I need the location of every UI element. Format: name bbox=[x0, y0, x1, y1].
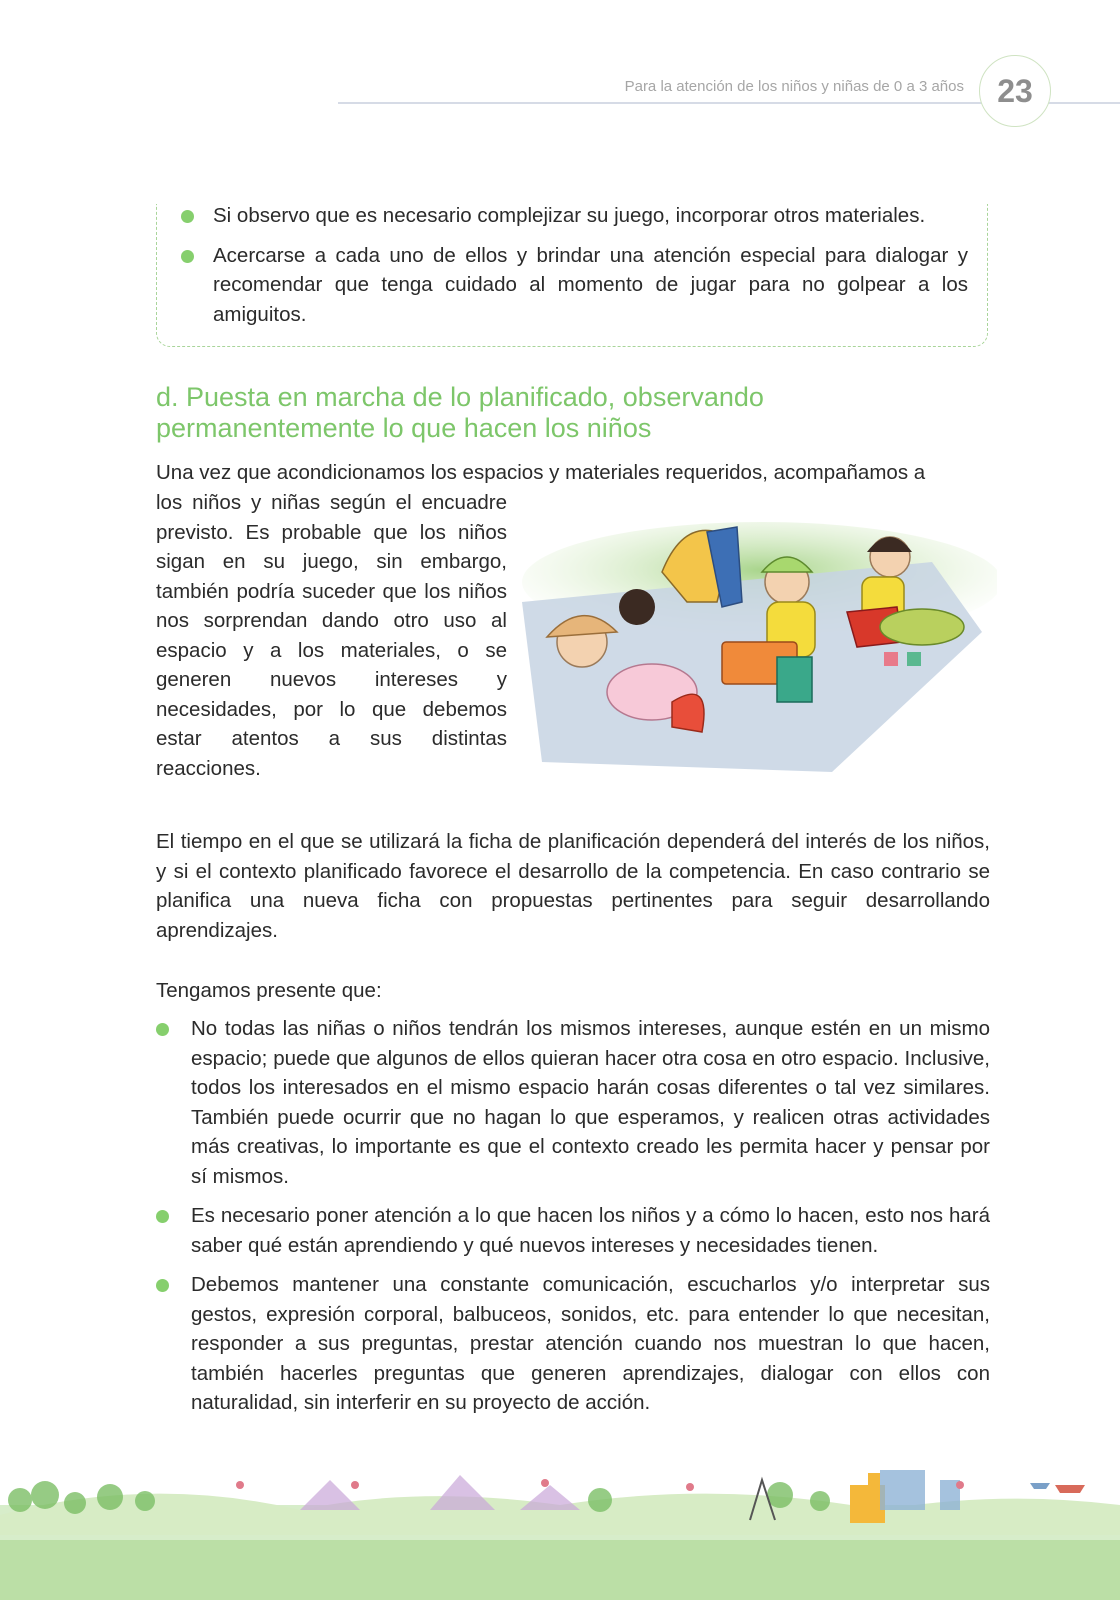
bullet-dot-icon bbox=[181, 210, 194, 223]
paragraph-keep-in-mind: Tengamos presente que: bbox=[156, 979, 382, 1002]
page-number: 23 bbox=[979, 55, 1051, 127]
list-item: No todas las niñas o niños tendrán los mismos intereses, aunque estén en un mismo espacio; puede que algunos de ellos quieran hacer otra cosa en otro espacio. Inclusive, todos los interesados en el mismo espacio harán cosas diferentes o tal vez similares. También puede ocurrir que no hagan lo que esperamos, y realicen otras actividades más creativas, lo importante es que el contexto creado les permita hacer y pensar por sí mismos. bbox=[191, 1014, 990, 1191]
main-bullet-list bbox=[191, 1014, 990, 1428]
list-item: Debemos mantener una constante comunicación, escucharlos y/o interpretar sus gestos, expresión corporal, balbuceos, sonidos, etc. para entender lo que necesitan, responder a sus preguntas, prestar atención cuando nos muestran lo que hacen, también hacerles preguntas que generen aprendizajes, dialogar con ellos con naturalidad, sin interferir en su proyecto de acción. bbox=[191, 1270, 990, 1418]
paragraph-planning-time: El tiempo en el que se utilizará la ficha de planificación dependerá del interés de los niños, y si el contexto planificado favorece el desarrollo de la competencia. En caso contrario se planifica una nueva ficha con propuestas pertinentes para seguir desarrollando aprendizajes. bbox=[156, 830, 990, 942]
list-item: Acercarse a cada uno de ellos y brindar una atención especial para dialogar y recomendar que tenga cuidado al momento de jugar para no golpear a los amiguitos. bbox=[213, 241, 968, 330]
list-item: Si observo que es necesario complejizar su juego, incorporar otros materiales. bbox=[213, 201, 968, 231]
bullet-dot-icon bbox=[156, 1023, 169, 1036]
footer-landscape-illustration bbox=[0, 1455, 1120, 1600]
wrapped-paragraph: los niños y niñas según el encuadre previsto. Es probable que los niños sigan en su juego, sin embargo, también podría suceder que los niños nos sorprendan dando otro uso al espacio y a los materiales, o se generen nuevos intereses y necesidades, por lo que debemos estar atentos a sus distintas reacciones. bbox=[156, 491, 507, 780]
bullet-dot-icon bbox=[156, 1279, 169, 1292]
section-heading: d. Puesta en marcha de lo planificado, observando permanentemente lo que hacen los niños bbox=[156, 382, 764, 443]
bullet-dot-icon bbox=[156, 1210, 169, 1223]
children-playing-illustration bbox=[512, 512, 997, 780]
intro-line: Una vez que acondicionamos los espacios y materiales requeridos, acompañamos a bbox=[156, 461, 926, 484]
running-title: Para la atención de los niños y niñas de 0 a 3 años bbox=[624, 78, 964, 95]
box-bullet-list bbox=[213, 201, 968, 339]
bullet-dot-icon bbox=[181, 250, 194, 263]
list-item: Es necesario poner atención a lo que hacen los niños y a cómo lo hacen, esto nos hará saber qué están aprendiendo y qué nuevos intereses y necesidades tienen. bbox=[191, 1201, 990, 1260]
